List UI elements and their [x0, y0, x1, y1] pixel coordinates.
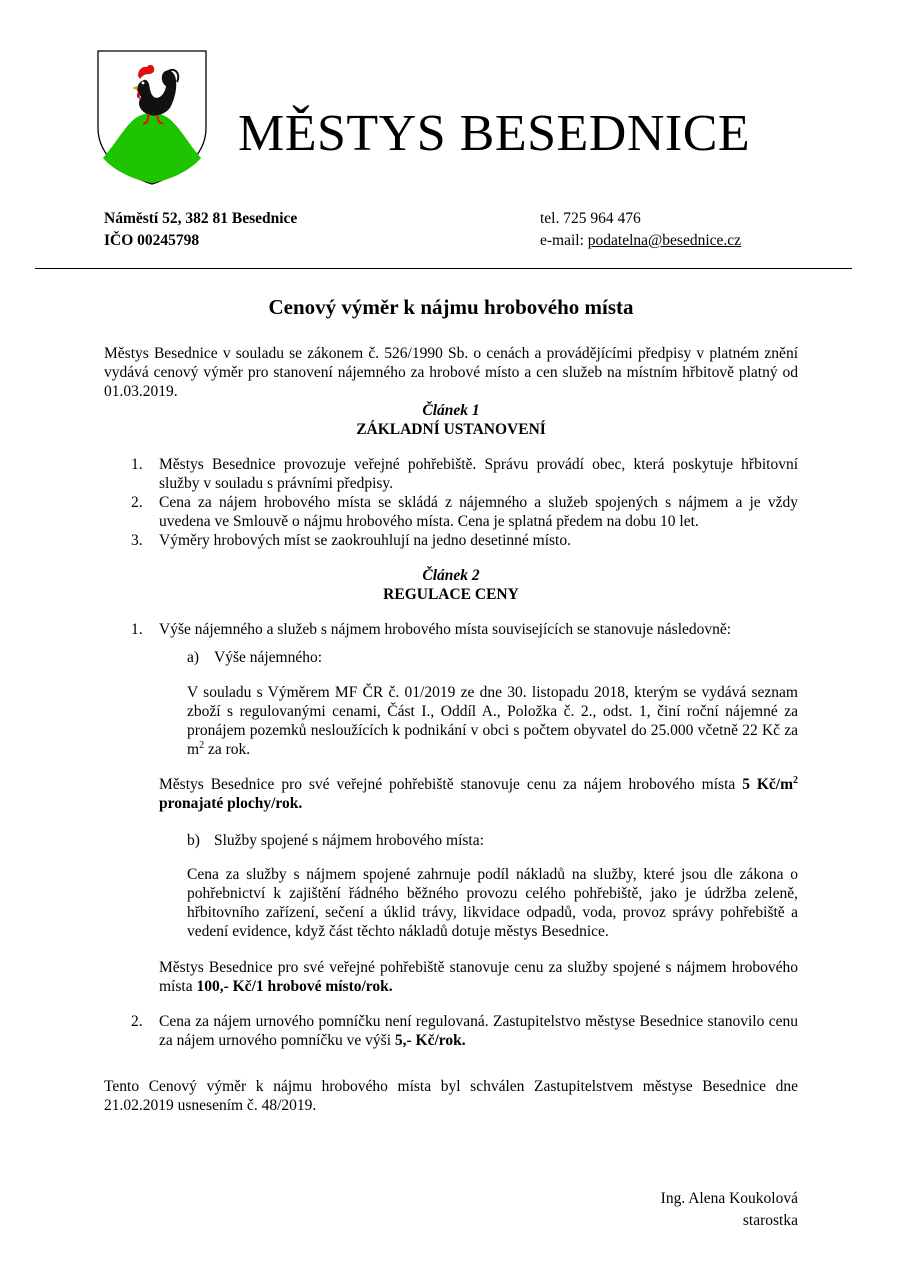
art1-item-1-text: Městys Besednice provozuje veřejné pohřebiště. Správu provádí obec, která poskytuje hřbitovní služby v souladu s právními předpisy.	[159, 456, 798, 492]
article2-number: Článek 2	[422, 567, 480, 584]
header-divider	[35, 268, 852, 269]
article1-number: Článek 1	[422, 402, 480, 419]
rent-price-paragraph: Městys Besednice pro své veřejné pohřebiště stanovuje cenu za nájem hrobového místa 5 $Kč/m^2$ pronajaté plochy/rok.	[159, 774, 799, 812]
signer-name: Ing. Alena Koukolová	[660, 1190, 798, 1207]
sub-a-label: a)	[187, 649, 200, 666]
email-label: e-mail:	[540, 232, 588, 249]
sub-b-label: b)	[187, 832, 200, 849]
article1-title: ZÁKLADNÍ USTANOVENÍ	[356, 421, 546, 438]
address-block	[104, 208, 297, 252]
intro-paragraph: Městys Besednice v souladu se zákonem č. 526/1990 Sb. o cenách a provádějícími předpisy v platném znění vydává cenový výměr pro stanovení nájemného za hrobové místo a cen služeb na místním hřbitově platný od 01.03.2019.	[104, 345, 798, 400]
email-line	[540, 230, 741, 252]
art2-item-2-text: Cena za nájem urnového pomníčku není regulovaná. Zastupitelstvo městyse Besednice stanovilo cenu za nájem urnového pomníčku ve výši 5,- Kč/rok.	[159, 1013, 798, 1049]
art2-item-1-number: 1.	[131, 621, 143, 638]
art2-item-1-text: Výše nájemného a služeb s nájmem hrobového místa souvisejících se stanovuje následovně:	[159, 621, 732, 638]
art1-item-1-number: 1.	[131, 456, 143, 473]
coat-of-arms	[97, 50, 207, 185]
sub-a-title: Výše nájemného:	[214, 649, 323, 666]
signer-role: starostka	[742, 1212, 798, 1229]
address-line: Náměstí 52, 382 81 Besednice	[104, 210, 298, 227]
urn-price: 5,- Kč/rok.	[394, 1032, 466, 1049]
sub-b-title: Služby spojené s nájmem hrobového místa:	[214, 832, 484, 849]
art1-item-2-text: Cena za nájem hrobového místa se skládá z nájemného a služeb spojených s nájmem a je vždy uvedena ve Smlouvě o nájmu hrobového místa. Cena je splatná předem na dobu 10 let.	[159, 494, 798, 530]
signature-block	[661, 1188, 798, 1232]
rent-price: 5 Kč/m	[742, 776, 794, 793]
art1-item-3-number: 3.	[131, 532, 143, 549]
sub-b-text: Cena za služby s nájmem spojené zahrnuje podíl nákladů na služby, které jsou dle zákona o pohřebnictví k zajištění řádného běžného provozu celého pohřebiště, jako je údržba zeleně, hřbitovního zařízení, sečení a úklid trávy, likvidace odpadů, voda, provoz správy pohřebiště a vedení evidence, když část těchto nákladů dotuje městys Besednice.	[187, 866, 798, 940]
email-link[interactable]: podatelna@besednice.cz	[587, 232, 742, 249]
services-price-paragraph: Městys Besednice pro své veřejné pohřebiště stanovuje cenu za služby spojené s nájmem hrobového místa 100,- Kč/1 hrobové místo/rok.	[159, 959, 798, 995]
sub-a-text: V souladu s Výměrem MF ČR č. 01/2019 ze dne 30. listopadu 2018, kterým se vydává seznam zboží s regulovanými cenami, Část I., Oddíl A., Položka č. 2., odst. 1, činí roční nájemné za pronájem pozemků nesloužících k podnikání v obci s počtem obyvatel do 25.000 včetně 22 Kč za $m^2$ za rok.	[187, 684, 798, 758]
services-price: 100,- Kč/1 hrobové místo/rok.	[196, 978, 393, 995]
article2-title: REGULACE CENY	[383, 586, 519, 603]
document-title: Cenový výměr k nájmu hrobového místa	[268, 295, 634, 319]
ico-line: IČO 00245798	[104, 232, 200, 249]
art1-item-2-number: 2.	[131, 494, 143, 511]
art2-item-2-number: 2.	[131, 1013, 143, 1030]
town-name: MĚSTYS BESEDNICE	[238, 105, 751, 162]
art1-item-3-text: Výměry hrobových míst se zaokrouhlují na jedno desetinné místo.	[159, 532, 571, 549]
phone-line: tel. 725 964 476	[540, 210, 641, 227]
contact-block	[540, 208, 741, 252]
approval-paragraph: Tento Cenový výměr k nájmu hrobového místa byl schválen Zastupitelstvem městyse Besednice dne 21.02.2019 usnesením č. 48/2019.	[104, 1078, 798, 1114]
